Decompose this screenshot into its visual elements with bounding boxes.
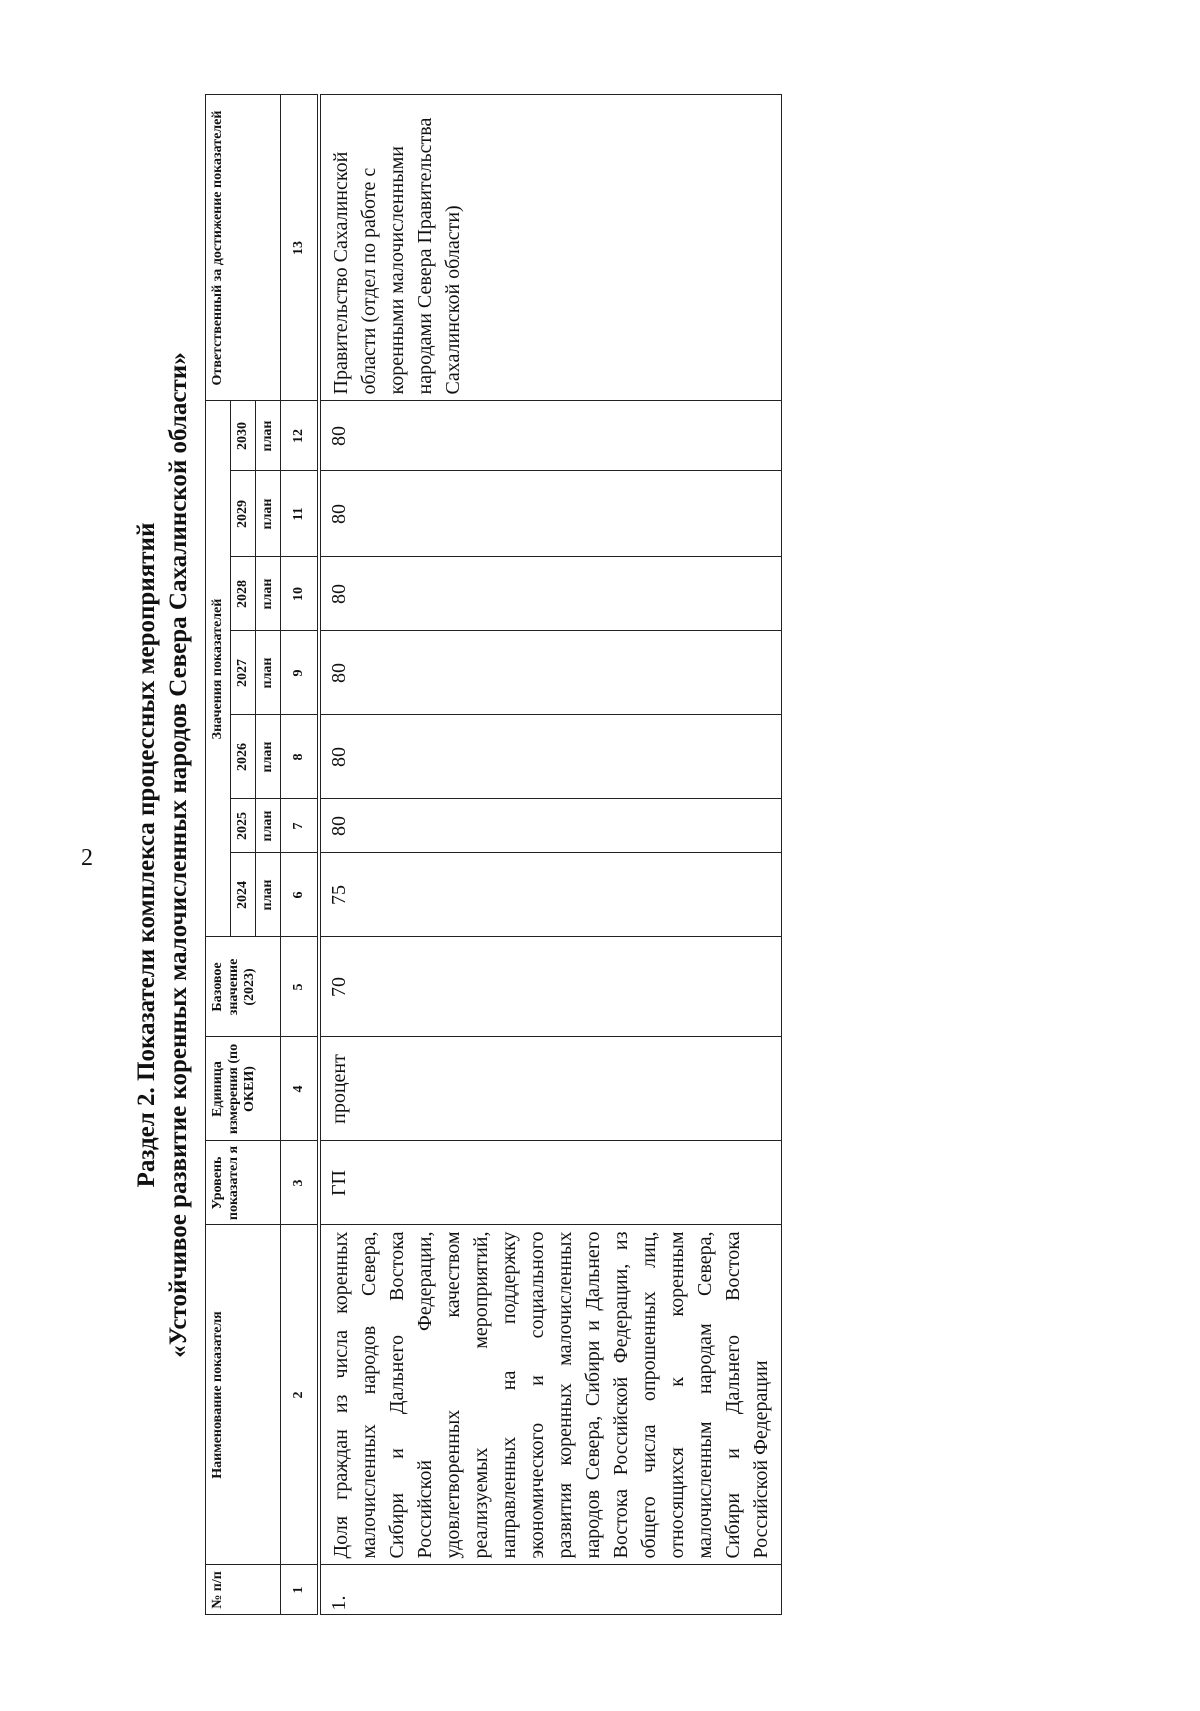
header-year: 2028 bbox=[231, 557, 256, 631]
row-num: 1. bbox=[319, 1565, 782, 1615]
column-number: 9 bbox=[281, 631, 320, 715]
header-name: Наименование показателя bbox=[206, 1225, 281, 1565]
value-2027: 80 bbox=[319, 631, 782, 715]
header-responsible: Ответственный за достижение показателей bbox=[206, 95, 281, 401]
column-number: 10 bbox=[281, 557, 320, 631]
indicator-unit: процент bbox=[319, 1037, 782, 1141]
header-plan: план bbox=[256, 557, 281, 631]
column-number: 4 bbox=[281, 1037, 320, 1141]
column-number: 5 bbox=[281, 937, 320, 1037]
header-num: № п/п bbox=[206, 1565, 281, 1615]
header-plan: план bbox=[256, 471, 281, 557]
header-year: 2027 bbox=[231, 631, 256, 715]
header-plan: план bbox=[256, 853, 281, 937]
header-base: Базовое значение (2023) bbox=[206, 937, 281, 1037]
column-number-row bbox=[281, 95, 320, 1615]
value-2030: 80 bbox=[319, 401, 782, 471]
column-number: 3 bbox=[281, 1141, 320, 1225]
value-2025: 80 bbox=[319, 799, 782, 853]
header-year: 2024 bbox=[231, 853, 256, 937]
base-value: 70 bbox=[319, 937, 782, 1037]
page-number: 2 bbox=[81, 845, 93, 871]
column-number: 11 bbox=[281, 471, 320, 557]
column-number: 1 bbox=[281, 1565, 320, 1615]
section-title bbox=[131, 85, 195, 1625]
table-row bbox=[319, 95, 782, 1615]
value-2026: 80 bbox=[319, 715, 782, 799]
header-plan: план bbox=[256, 631, 281, 715]
header-year: 2029 bbox=[231, 471, 256, 557]
header-unit: Единица измерения (по ОКЕИ) bbox=[206, 1037, 281, 1141]
column-number: 6 bbox=[281, 853, 320, 937]
header-plan: план bbox=[256, 799, 281, 853]
indicator-level: ГП bbox=[319, 1141, 782, 1225]
header-year: 2025 bbox=[231, 799, 256, 853]
header-plan: план bbox=[256, 715, 281, 799]
column-number: 13 bbox=[281, 95, 320, 401]
column-number: 2 bbox=[281, 1225, 320, 1565]
header-level: Уровень показател я bbox=[206, 1141, 281, 1225]
value-2029: 80 bbox=[319, 471, 782, 557]
header-row-1 bbox=[206, 95, 231, 1615]
header-values-group: Значения показателей bbox=[206, 401, 231, 937]
column-number: 7 bbox=[281, 799, 320, 853]
rotated-landscape-page bbox=[125, 85, 1075, 1625]
title-line-2: «Устойчивое развитие коренных малочисленных народов Севера Сахалинской области» bbox=[165, 352, 192, 1358]
column-number: 12 bbox=[281, 401, 320, 471]
indicators-table bbox=[205, 95, 782, 1616]
value-2024: 75 bbox=[319, 853, 782, 937]
title-line-1: Раздел 2. Показатели комплекса процессных мероприятий bbox=[133, 522, 160, 1188]
column-number: 8 bbox=[281, 715, 320, 799]
header-year: 2030 bbox=[231, 401, 256, 471]
value-2028: 80 bbox=[319, 557, 782, 631]
header-year: 2026 bbox=[231, 715, 256, 799]
header-plan: план bbox=[256, 401, 281, 471]
indicator-name: Доля граждан из числа коренных малочисленных народов Севера, Сибири и Дальнего Востока Российской Федерации, удовлетворенных качеством реализуемых мероприятий, направленных на поддержку экономического и социального развития коренных малочисленных народов Севера, Сибири и Дальнего Востока Российской Федерации, из общего числа опрошенных лиц, относящихся к коренным малочисленным народам Севера, Сибири и Дальнего Востока Российской Федерации bbox=[319, 1225, 782, 1565]
responsible-party: Правительство Сахалинской области (отдел по работе с коренными малочисленными народами Севера Правительства Сахалинской области) bbox=[319, 95, 782, 401]
